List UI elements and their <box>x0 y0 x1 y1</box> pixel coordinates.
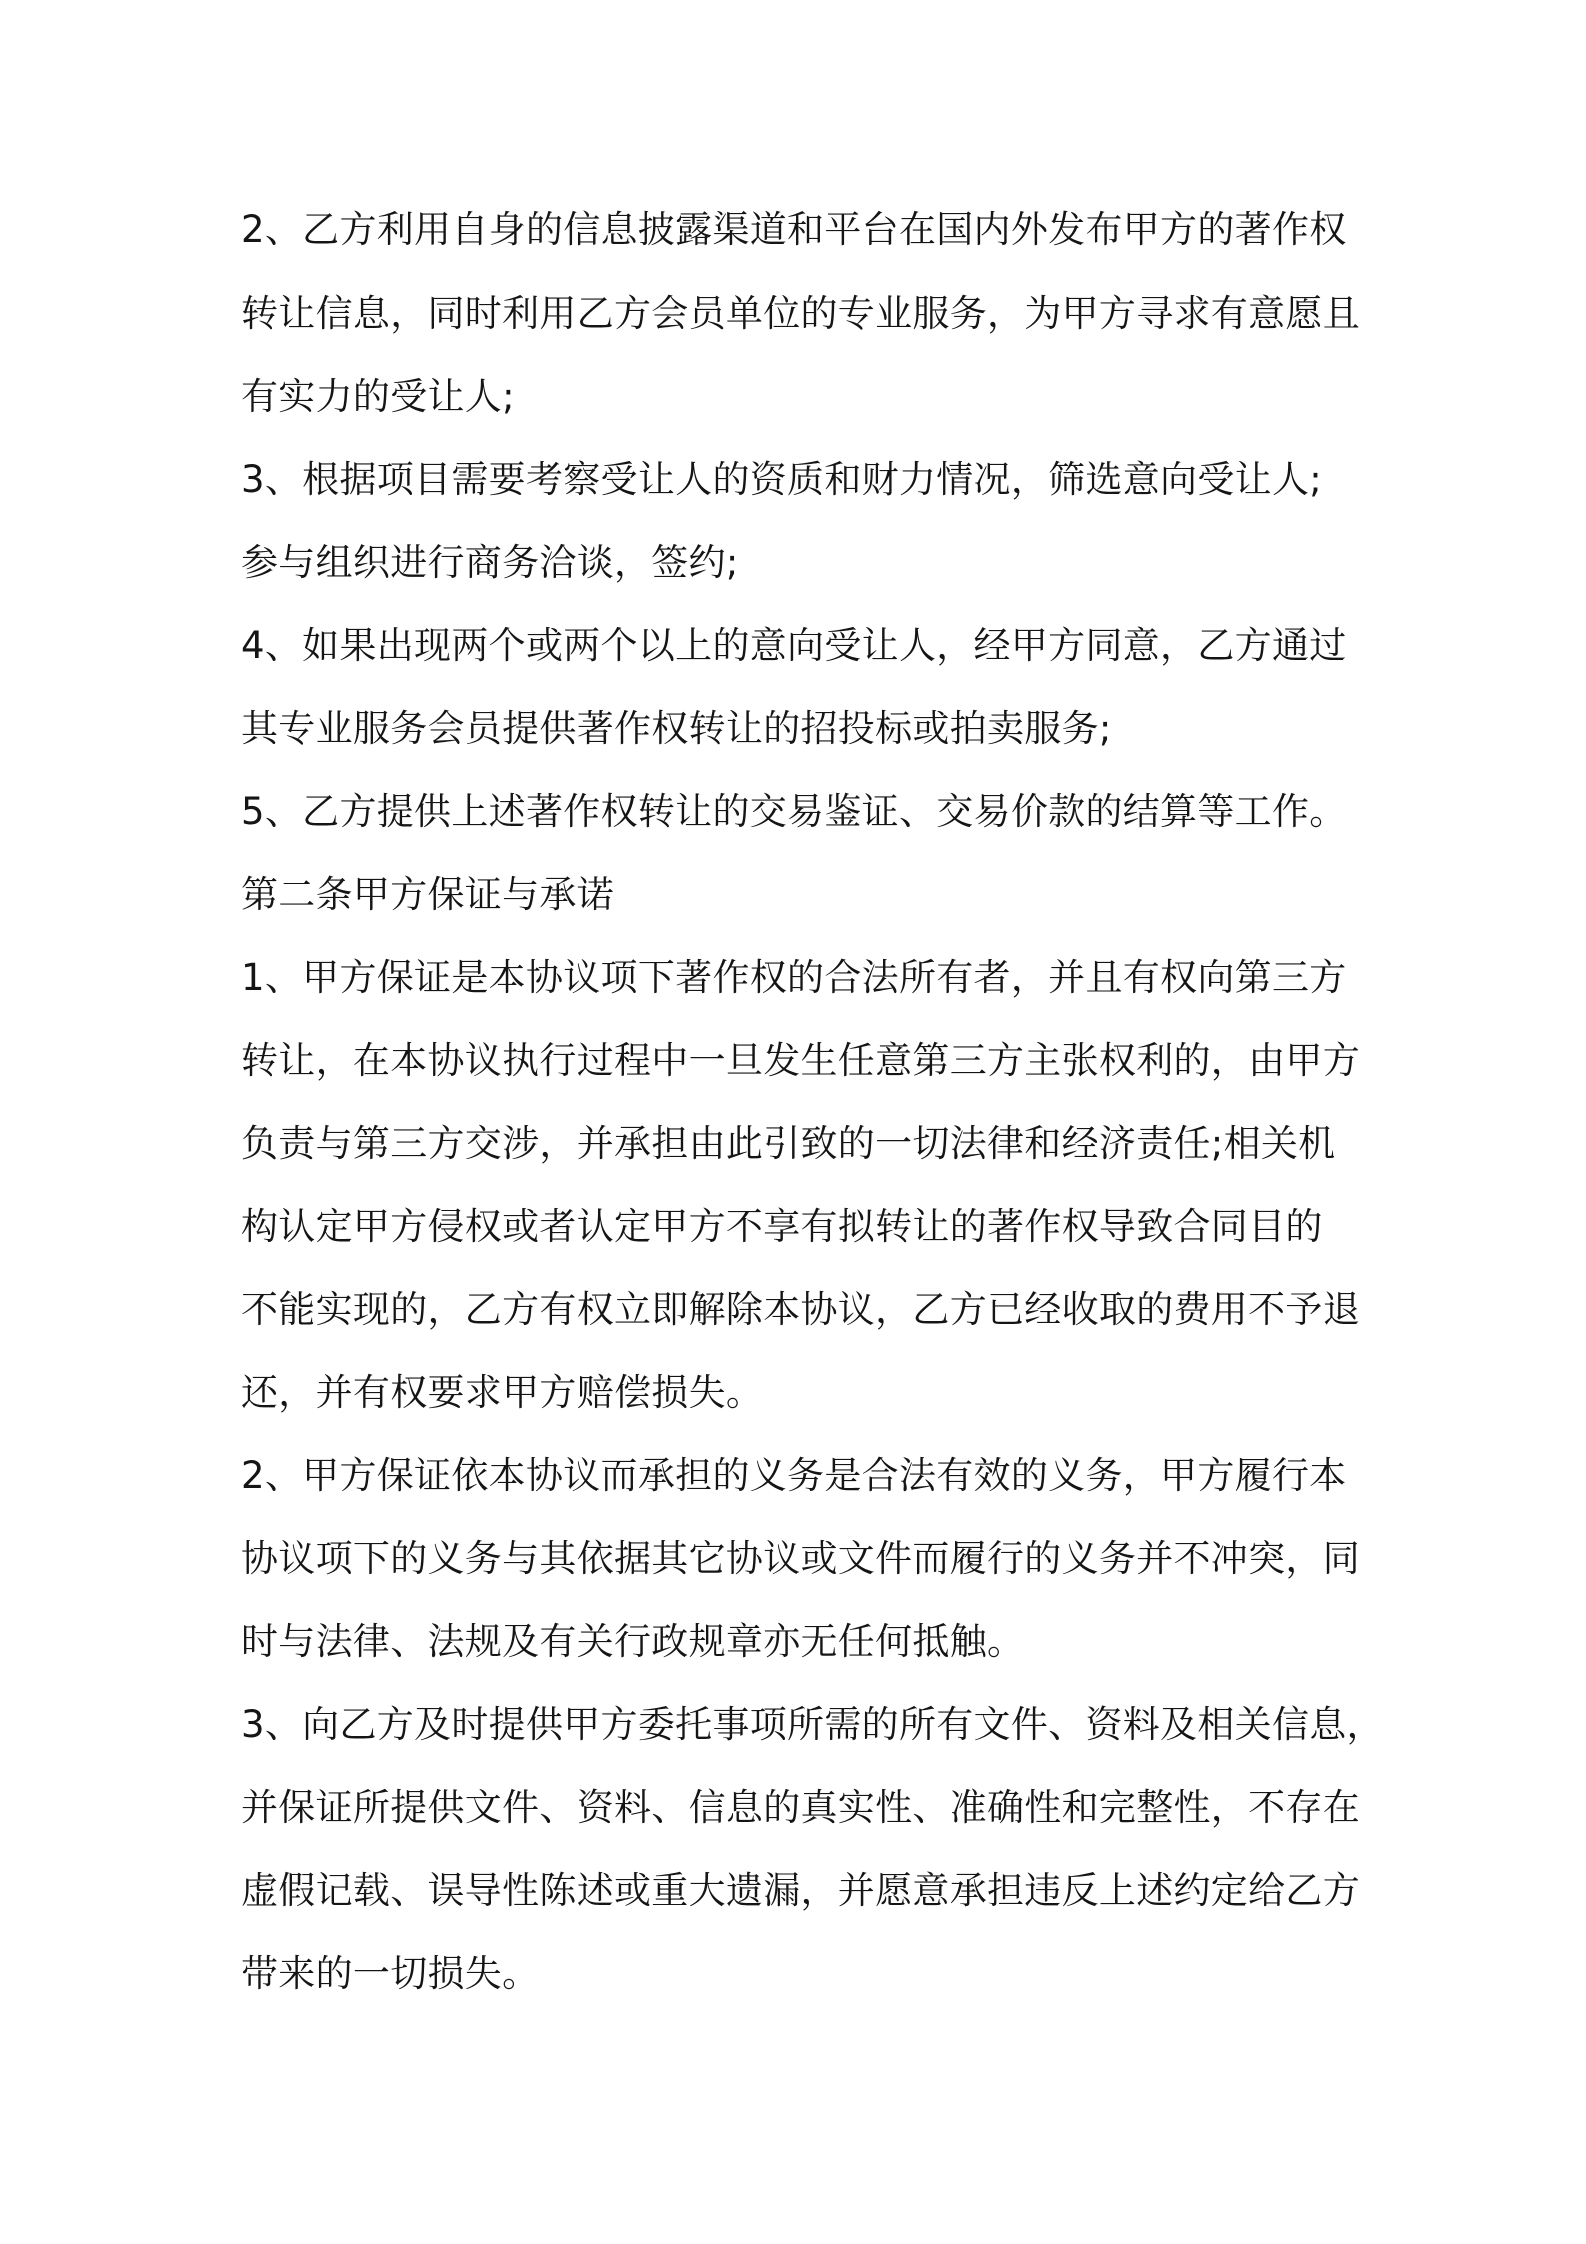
text-line: 4、如果出现两个或两个以上的意向受让人，经甲方同意，乙方通过 <box>241 624 1347 667</box>
text-line: 带来的一切损失。 <box>241 1952 540 1995</box>
text-line: 转让信息，同时利用乙方会员单位的专业服务，为甲方寻求有意愿且 <box>241 292 1360 335</box>
text-line: 3、根据项目需要考察受让人的资质和财力情况，筛选意向受让人; <box>241 458 1323 501</box>
text-line: 协议项下的义务与其依据其它协议或文件而履行的义务并不冲突，同 <box>241 1537 1360 1580</box>
text-line: 1、甲方保证是本协议项下著作权的合法所有者，并且有权向第三方 <box>241 956 1347 999</box>
text-line: 2、甲方保证依本协议而承担的义务是合法有效的义务，甲方履行本 <box>241 1454 1347 1497</box>
text-line: 其专业服务会员提供著作权转让的招投标或拍卖服务; <box>241 707 1112 750</box>
text-line: 负责与第三方交涉，并承担由此引致的一切法律和经济责任;相关机 <box>241 1122 1336 1165</box>
text-line: 转让，在本协议执行过程中一旦发生任意第三方主张权利的，由甲方 <box>241 1039 1360 1082</box>
text-line: 有实力的受让人; <box>241 375 515 418</box>
text-line: 不能实现的，乙方有权立即解除本协议，乙方已经收取的费用不予退 <box>241 1288 1360 1331</box>
text-line: 参与组织进行商务洽谈，签约; <box>241 541 739 584</box>
text-line: 5、乙方提供上述著作权转让的交易鉴证、交易价款的结算等工作。 <box>241 790 1347 833</box>
text-line: 构认定甲方侵权或者认定甲方不享有拟转让的著作权导致合同目的 <box>241 1205 1323 1248</box>
text-line: 3、向乙方及时提供甲方委托事项所需的所有文件、资料及相关信息， <box>241 1703 1384 1746</box>
text-line: 时与法律、法规及有关行政规章亦无任何抵触。 <box>241 1620 1025 1663</box>
section-heading: 第二条甲方保证与承诺 <box>241 873 614 916</box>
text-line: 虚假记载、误导性陈述或重大遗漏，并愿意承担违反上述约定给乙方 <box>241 1869 1360 1912</box>
text-line: 2、乙方利用自身的信息披露渠道和平台在国内外发布甲方的著作权 <box>241 208 1347 251</box>
text-line: 还，并有权要求甲方赔偿损失。 <box>241 1371 764 1414</box>
text-line: 并保证所提供文件、资料、信息的真实性、准确性和完整性，不存在 <box>241 1786 1360 1829</box>
